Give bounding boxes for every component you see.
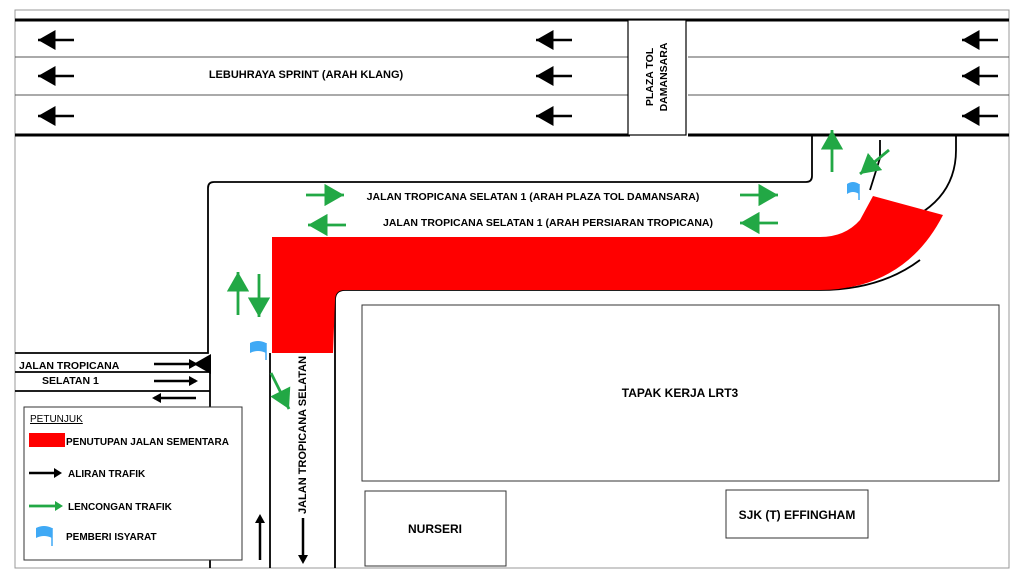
legend-flagman-label: PEMBERI ISYARAT — [66, 532, 157, 543]
vertical-road-label: JALAN TROPICANA SELATAN — [297, 355, 309, 515]
toll-plaza-label-2: DAMANSARA — [658, 42, 670, 112]
flagman-flag-icon — [250, 341, 266, 360]
highway-traffic-arrows — [38, 40, 998, 116]
legend — [24, 407, 242, 560]
legend-closure-swatch — [29, 433, 65, 447]
highway-label: LEBUHRAYA SPRINT (ARAH KLANG) — [208, 69, 404, 81]
legend-title: PETUNJUK — [30, 414, 83, 425]
toll-plaza-label-1: PLAZA TOL — [644, 47, 656, 107]
side-road-label-1: JALAN TROPICANA — [19, 360, 120, 372]
flagman-flag-icon — [847, 182, 859, 200]
legend-closure-label: PENUTUPAN JALAN SEMENTARA — [66, 437, 229, 448]
legend-detour-label: LENCONGAN TRAFIK — [68, 502, 172, 513]
lrt3-site-label: TAPAK KERJA LRT3 — [621, 386, 739, 400]
road-lower-label: JALAN TROPICANA SELATAN 1 (ARAH PERSIARAN TROPICANA) — [383, 217, 713, 229]
side-road-label-2: SELATAN 1 — [42, 375, 99, 387]
nursery-label: NURSERI — [407, 522, 463, 536]
toll-plaza — [628, 20, 686, 135]
school-label: SJK (T) EFFINGHAM — [738, 508, 856, 522]
highway — [15, 20, 1009, 135]
legend-traffic-label: ALIRAN TRAFIK — [68, 469, 146, 480]
road-upper-label: JALAN TROPICANA SELATAN 1 (ARAH PLAZA TOL DAMANSARA) — [366, 191, 700, 203]
